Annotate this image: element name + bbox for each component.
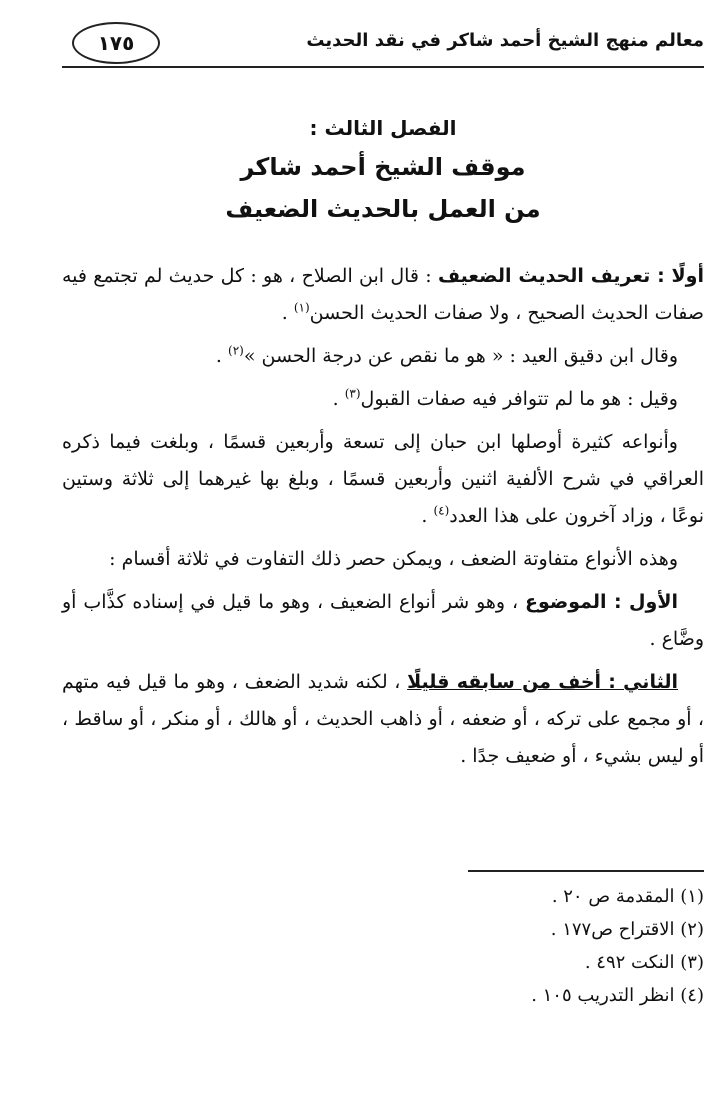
paragraph-second	[62, 664, 704, 775]
paragraph-ibn-daqiq	[62, 338, 704, 375]
ibn-daqiq-text: وقال ابن دقيق العيد : « هو ما نقص عن درجة الحسن »	[243, 345, 678, 367]
first-heading: الأول : الموضوع	[524, 591, 678, 613]
qila-text: وقيل : هو ما لم تتوافر فيه صفات القبول	[360, 388, 678, 410]
running-title: معالم منهج الشيخ أحمد شاكر في نقد الحديث	[306, 30, 704, 51]
paragraph-first	[62, 584, 704, 658]
types-text: وأنواعه كثيرة أوصلها ابن حبان إلى تسعة وأربعين قسمًا ، وبلغت فيما ذكره العراقي في شرح الألفية اثنين وأربعين قسمًا ، وبلغ بها غيرهما إلى ثلاثة وستين نوعًا ، وزاد آخرون على هذا العدد	[62, 431, 704, 527]
first-text: ، وهو شر أنواع الضعيف ، وهو ما قيل في إسناده كذَّاب أو وضَّاع .	[62, 591, 704, 650]
footnotes	[300, 880, 704, 1012]
paragraph-levels	[62, 541, 704, 578]
footnote-ref-2: (٢)	[228, 343, 244, 358]
chapter-label: الفصل الثالث :	[309, 116, 457, 140]
footnote-item: (٤) انظر التدريب ١٠٥ .	[531, 985, 704, 1006]
qila-end: .	[332, 388, 345, 410]
paragraph-definition	[62, 258, 704, 332]
page-header	[62, 18, 704, 68]
ibn-daqiq-end: .	[215, 345, 228, 367]
footnote-ref-1: (١)	[293, 300, 310, 315]
page-number: ١٧٥	[72, 22, 160, 64]
footnote-divider	[468, 870, 704, 872]
second-text: ، لكنه شديد الضعف ، وهو ما قيل فيه متهم ، أو مجمع على تركه ، أو ضعفه ، أو ذاهب الحديث ، أو هالك ، أو منكر ، أو ساقط ، أو ليس بشيء ، أو ضعيف جدًا .	[62, 671, 704, 767]
body-text	[62, 258, 704, 781]
chapter-heading	[62, 110, 704, 230]
definition-end: .	[281, 302, 294, 324]
definition-heading: أولًا : تعريف الحديث الضعيف	[438, 265, 704, 287]
footnote-ref-3: (٣)	[344, 386, 361, 401]
footnote-item: (١) المقدمة ص ٢٠ .	[551, 886, 704, 907]
levels-text: وهذه الأنواع متفاوتة الضعف ، ويمكن حصر ذلك التفاوت في ثلاثة أقسام :	[109, 548, 678, 570]
footnote-ref-4: (٤)	[433, 503, 450, 518]
footnote-item: (٢) الاقتراح ص١٧٧ .	[550, 919, 704, 940]
footnote-item: (٣) النكت ٤٩٢ .	[584, 952, 704, 973]
chapter-title-line1: موقف الشيخ أحمد شاكر	[240, 153, 526, 181]
definition-text: : قال ابن الصلاح ، هو : كل حديث لم تجتمع فيه صفات الحديث الصحيح ، ولا صفات الحديث الحسن	[62, 265, 704, 324]
second-heading: الثاني : أخف من سابقه قليلًا	[407, 671, 678, 693]
types-end: .	[421, 505, 434, 527]
paragraph-types	[62, 424, 704, 535]
chapter-title-line2: من العمل بالحديث الضعيف	[225, 195, 541, 223]
paragraph-qila	[62, 381, 704, 418]
